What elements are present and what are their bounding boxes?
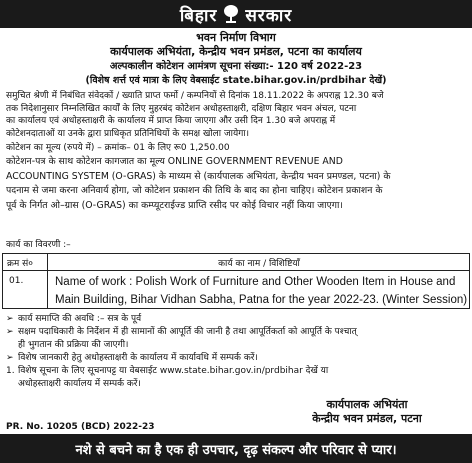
para1-line: समुचित श्रेणी में निबंधित संवेदकों / ख्याति प्राप्त फर्मो / कम्पनियों से दिनांक 18.11.2022 के अपराह्न 12.30 बजे — [6, 91, 384, 101]
para1-line: का कार्यालय एवं अधोहस्ताक्षरी के कार्यालय में प्राप्त किया जाएगा और उसी दिन 1.30 बजे अपराह्न में — [6, 116, 336, 126]
table-divider — [3, 270, 469, 271]
work-details-text: कार्य का विवरणी :– — [6, 240, 71, 250]
list-item — [6, 365, 466, 377]
footer-slogan: नशे से बचने का है एक ही उपचार, दृढ़ संकल्प और परिवार से प्यार। — [0, 434, 472, 463]
list-item-text: विशेष जानकारी हेतु अधोहस्ताक्षरी के कार्यालय में कार्यावधि में सम्पर्क करें। — [18, 353, 258, 363]
work-line: Main Building, Bihar Vidhan Sabha, Patna for the year 2022-23. (Winter Session) — [55, 294, 468, 306]
para1-line: तक निदेशानुसार निम्नलिखित कार्यों के लिए मुहरबंद कोटेशन अधोहस्ताक्षरी, दक्षिण बिहार भवन अंचल, पटना — [6, 103, 357, 114]
payment-paragraph — [6, 155, 466, 213]
list-item-text: अधोहस्ताक्षरी कार्यालय में सम्पर्क करें। — [18, 379, 141, 389]
table-cell-serial: 01. — [9, 276, 24, 286]
list-item-text: कार्य समाप्ति की अवधि :– सत्र के पूर्व — [18, 314, 142, 324]
para2-line: ACCOUNTING SYSTEM (O-GRAS) के माध्यम से (कार्यपालक अभियंता, केन्द्रीय भवन प्रमण्डल, पटना) के — [6, 170, 391, 182]
arrow-bullet-icon: ➢ — [6, 353, 14, 363]
work-line: Name of work : Polish Work of Furniture and Other Wooden Item in House and — [55, 276, 456, 288]
pr-number: PR. No. 10205 (BCD) 2022-23 — [6, 422, 155, 432]
header-sarkar: सरकार — [245, 5, 293, 26]
header-bihar: बिहार — [179, 5, 218, 26]
list-item-text: विशेष सूचना के लिए सूचनापट्ट या वेबसाईट www.state.bihar.gov.in/prdbihar देखें या — [18, 366, 329, 376]
list-item-text: सक्षम पदाधिकारी के निर्देशन में ही सामानों की आपूर्ति की जानी है तथा आपूर्तिकर्ता को आपूर्ति के पश्चात् — [18, 327, 357, 337]
list-item — [6, 352, 466, 364]
notice-number: अल्पकालीन कोटेशन आमंत्रण सूचना संख्या:- 120 वर्ष 2022-23 — [109, 61, 363, 72]
arrow-bullet-icon: ➢ — [6, 314, 14, 324]
work-details-label — [6, 239, 466, 252]
list-item — [6, 339, 466, 351]
department-title: भवन निर्माण विभाग — [196, 31, 276, 44]
terms-list — [6, 313, 466, 391]
list-item — [6, 378, 466, 390]
list-item — [6, 313, 466, 325]
list-item-text: ही भुगतान की प्रक्रिया की जाएगी। — [18, 340, 129, 350]
website-note: (विशेष शर्त्त एवं मात्रा के लिए वेबसाईट state.bihar.gov.in/prdbihar देखें) — [85, 75, 387, 86]
column-header-serial: क्रम सं० — [7, 259, 33, 269]
column-header-work: कार्य का नाम / विशिष्टियाँ — [218, 259, 300, 269]
bodhi-tree-emblem-icon — [223, 4, 239, 24]
para2-line: पदनाम से जमा करना अनिवार्य होगा, जो कोटेशन प्रकाशन की तिथि के बाद का होना चाहिए। कोटेशन प्रकाशन के — [6, 185, 383, 196]
signature-block — [272, 398, 462, 426]
quotation-cost-line — [6, 142, 466, 155]
work-table — [2, 253, 470, 309]
signature-designation: कार्यपालक अभियंता — [326, 398, 408, 411]
cost-text: कोटेशन का मूल्य (रुपये में) – क्रमांक– 01 के लिए रू0 1,250.00 — [6, 143, 230, 153]
header-bar — [0, 0, 472, 28]
para1-line: कोटेशनदाताओं या उनके द्वारा प्राधिकृत प्रतिनिधियों के समक्ष खोला जायेगा। — [6, 128, 249, 139]
number-bullet: 1. — [6, 366, 15, 376]
office-title: कार्यपालक अभियंता, केन्द्रीय भवन प्रमंडल, पटना का कार्यालय — [110, 45, 362, 58]
invitation-paragraph — [6, 90, 466, 140]
para2-line: कोटेशन-पत्र के साथ कोटेशन कागजात का मूल्य ONLINE GOVERNMENT REVENUE AND — [6, 156, 343, 167]
list-item — [6, 326, 466, 338]
para2-line: पूर्व के निर्गत ओ–ग्रास (O-GRAS) का कम्प्यूटराईज्ड प्राप्ति रसीद पर कोई विचार नहीं किया जाएगा। — [6, 199, 343, 211]
arrow-bullet-icon: ➢ — [6, 327, 14, 337]
table-cell-work — [55, 273, 468, 309]
signature-office: केन्द्रीय भवन प्रमंडल, पटना — [312, 412, 422, 425]
